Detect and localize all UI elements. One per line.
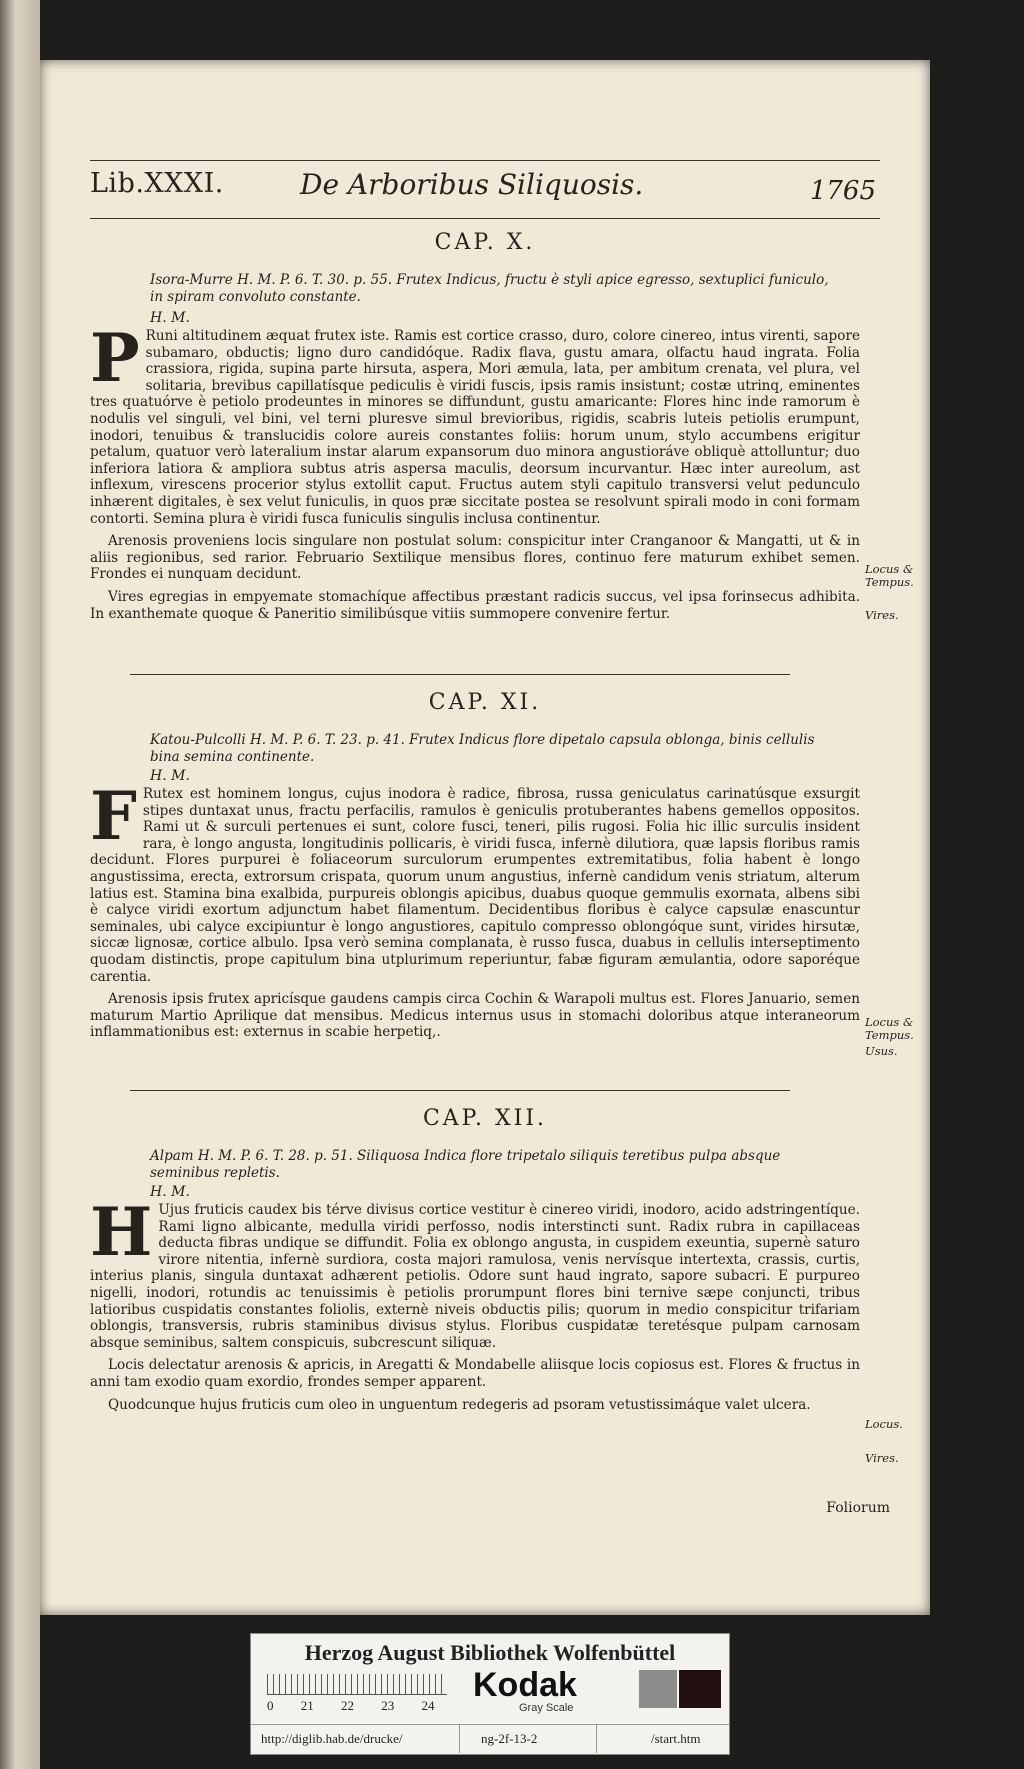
book-number: Lib.XXXI. [90,168,224,199]
margin-note-locus: Locus & Tempus. [865,1015,914,1042]
library-name: Herzog August Bibliothek Wolfenbüttel [304,1640,676,1665]
kodak-logo: Kodak [473,1666,577,1704]
drop-capital: H [90,1193,153,1271]
paragraph-locus: Arenosis ipsis frutex apricísque gaudens campis circa Cochin & Warapoli multus est. Flores Januario, semen maturum Martio Aprilique dat mensibus. Medicus internus usus in stomachi doloribus atque interaneorum inflammationibus est: externus in scabie herpetiq,. [90,991,860,1041]
book-page [40,60,930,1615]
ruler-numbers: 0 21 22 23 24 [267,1698,435,1713]
paragraph-vires: Vires egregias in empyemate stomachíque affectibus præstant radicis succus, vel ipsa forinsecus adhibita. In exanthemate quoque & Paneritio similibúsque vitiis summopere convenire fertur. [90,588,860,622]
paragraph-locus: Arenosis proveniens locis singulare non postulat solum: conspicitur inter Cranganoor & Mangatti, ut & in aliis regionibus, sed rarior. Februario Sextilique mensibus flores, continuo fere maturum exhibet semen. Frondes ei nunquam decidunt. [90,533,860,583]
margin-note-locus: Locus & Tempus. [865,562,914,589]
paragraph-vires: Quodcunque hujus fruticis cum oleo in unguentum redegeris ad psoram vetustissimáque valet ulcera. [108,1396,811,1413]
dark-swatch [679,1670,721,1708]
chapter-lemma: Isora-Murre H. M. P. 6. T. 30. p. 55. Frutex Indicus, fructu è styli apice egresso, sextuplici funiculo, in spiram convoluto constante. [150,272,829,305]
chapter-text [90,777,860,1047]
chapter-separator [130,1090,790,1091]
hm-abbrev: H. M. [150,1184,190,1200]
paragraph-description: Runi altitudinem æquat frutex iste. Ramis est cortice crasso, duro, colore cinereo, intus virenti, sapore subamaro, obductis; ligno duro candidóque. Radix flava, gustu amara, olfactu haud ingrata. Folia crassiora, rigida, supina parte hirsuta, aspera, Mori æmula, lata, per ambitum crenata, vel plura, vel solitaria, brevibus capillatísque pediculis è viridi fuscis, ipsis ramis insistunt; costæ utrinq, eminentes tres quatuórve è petiolo prodeuntes in minores se diffundunt, gustu amaricante: Flores hinc inde ramorum è nodulis vel singuli, vel bini, vel terni pluresve simul brevioribus, rigidis, scabris luteis petiolis erumpunt, inodori, tenuibus & translucidis colore aureis constantes foliis: horum unum, stylo accumbens erigitur petalum, quatuor verò lateralium instar alarum expansorum duo minora angustioráve obliquè attolluntur; duo inferiora latiora & ampliora subtus atris aspersa maculis, deorsum incurvantur. Hæc inter aureolum, ast inflexum, virescens procerior stylus extollit caput. Fructus autem styli capitulo transversi velut pedunculo inhærent digitales, è sex velut funiculis, in quos præ siccitate postea se resolvunt spirali modo in coni formam contorti. Semina plura è viridi fusca funiculis singulis inclusa continentur. [90,328,860,527]
margin-note-usus: Usus. [865,1044,898,1058]
drop-capital: P [90,319,140,397]
shelfmark: ng-2f-13-2 [481,1731,538,1746]
scan-edge [0,0,40,1769]
chapter-heading: CAP. XI. [428,690,542,715]
running-title: De Arboribus Siliquosis. [300,168,644,201]
paragraph-description: Ujus fruticis caudex bis térve divisus cortice vestitur è cinereo viridi, inodoro, acido adstringentíque. Rami ligno albicante, medulla viridi perfosso, nodis interstincti sunt. Radix rubra in capillaceas deducta fibras undique se diffundit. Folia ex oblongo angusta, in cuspidem exeuntia, supernè saturo virore nitentia, infernè surdiora, costa majori ramulosa, venis nervísque intertexta, crassis, curtis, interius planis, singula duntaxat adhærent petiolis. Odore sunt haud ingrato, sapore subacri. E purpureo nigelli, inodori, rotundis ac tenuissimis è petiolis prorumpunt flores bini ternive sæpe conjuncti, tribus latioribus cuspidatis constantes foliolis, externè niveis obductis pilis; quorum in medio conspicitur trifariam oblongis, transversis, rubris staminibus divisus stylus. Floribus cuspidatæ teretésque pulpam carnosam absque seminibus, saltem conspicuis, subcrescunt siliquæ. [90,1202,860,1351]
paragraph-description: Rutex est hominem longus, cujus inodora è radice, fibrosa, russa geniculatus carinatúsque exsurgit stipes duntaxat unus, fractu perfacilis, ramulos è geniculis protuberantes habens gemellos oppositos. Rami ut & surculi pertenues ei sunt, colore fusci, teneri, pilis rugosi. Folia hic illic surculis insident rara, è longo angusta, longitudinis pollicaris, è viridi fusca, infernè dilutiora, quæ lapsis floribus ramis decidunt. Flores purpurei è foliaceorum surculorum erumpentes extremitatibus, folia habent è longo angustissima, erecta, extrorsum crispata, quorum unum angustius, infernè candidum venis striatum, alterum latius est. Stamina bina exalbida, purpureis oblongis apicibus, duabus quoque gemmulis exornata, albens sibi è calyce viridi exortum adjunctum habet filamentum. Decidentibus floribus è calyce capsulæ enascuntur seminales, ubi calyce excipiuntur è longo angustiores, capitulo compresso oblongóque sunt, virides hirsutæ, siccæ lignosæ, cortice albulo. Ipsa verò semina complanata, è russo fusca, duabus in cellulis interseptimento quodam distinctis, prope capitulum bina utplurimum reperiuntur, fabæ figuram æmulantia, odore saporéque carentia. [90,786,860,985]
hm-abbrev: H. M. [150,768,190,784]
url-divider [459,1725,460,1753]
start-link: /start.htm [651,1731,701,1746]
paragraph-locus: Locis delectatur arenosis & apricis, in Aregatti & Mondabelle aliisque locis copiosus est. Flores & fructus in anni tam exodio quam exordio, frondes semper apparent. [90,1357,860,1390]
page-number: 1765 [809,176,876,206]
chapter-text [90,1193,860,1419]
chapter-heading: CAP. XII. [422,1106,548,1131]
digilib-url: http://diglib.hab.de/drucke/ [261,1731,403,1746]
catchword: Foliorum [826,1500,890,1516]
hm-abbrev: H. M. [150,310,190,326]
running-header [90,100,880,220]
chapter-lemma: Katou-Pulcolli H. M. P. 6. T. 23. p. 41. Frutex Indicus flore dipetalo capsula oblonga, binis cellulis bina semina continente. [150,732,815,765]
drop-capital: F [90,777,137,855]
gray-swatch [639,1670,677,1708]
margin-note-locus: Locus. [865,1417,903,1431]
url-divider [596,1725,597,1753]
scan-target-card [250,1633,730,1755]
chapter-separator [130,674,790,675]
margin-note-vires: Vires. [865,1451,899,1465]
chapter-heading: CAP. X. [434,230,536,255]
margin-note-vires: Vires. [865,608,899,622]
chapter-lemma: Alpam H. M. P. 6. T. 28. p. 51. Siliquosa Indica flore tripetalo siliquis teretibus pulpa absque seminibus repletis. [150,1148,781,1181]
chapter-text [90,319,860,628]
header-rule-top [90,160,880,161]
url-bar [251,1724,729,1753]
header-rule-bottom [90,218,880,219]
scale-ruler [267,1674,447,1695]
gray-scale-label: Gray Scale [519,1702,574,1714]
